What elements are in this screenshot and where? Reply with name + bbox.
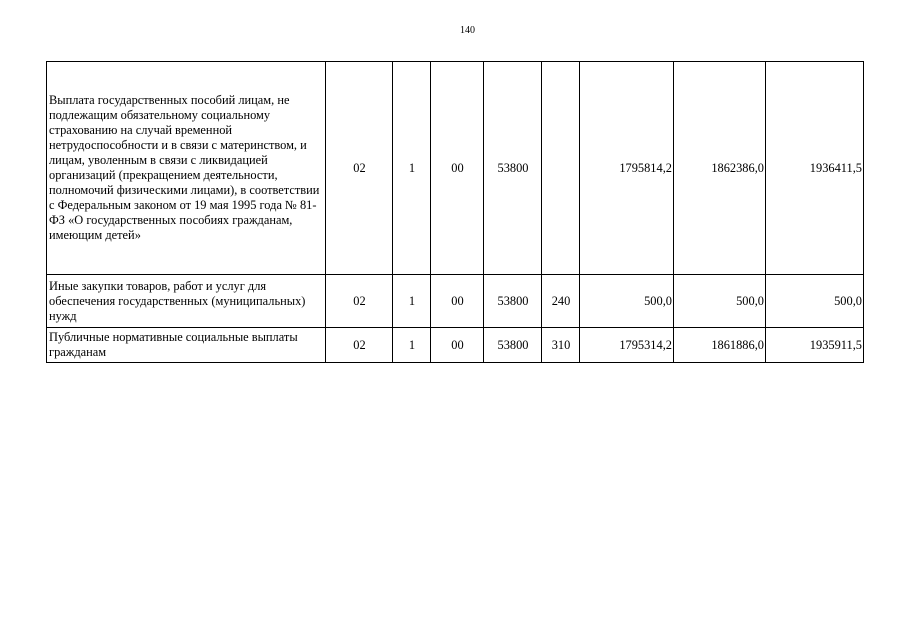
- row-name-cell: Выплата государственных пособий лицам, не подлежащим обязательному социальному страхованию на случай временной нетрудоспособности и в связи с материнством, и лицам, уволенным в связи с ликвидацией организаций (прекращением деятельности, полномочий физическими лицами), в соответствии с Федеральным законом от 19 мая 1995 года № 81-ФЗ «О государственных пособиях гражданам, имеющим детей»: [47, 62, 326, 275]
- amount-year3-cell: 1935911,5: [766, 328, 864, 363]
- subprogram-code-cell: 1: [393, 275, 431, 328]
- event-code-cell: 00: [431, 328, 484, 363]
- direction-code-cell: 53800: [484, 328, 542, 363]
- section-code-cell: 02: [326, 328, 393, 363]
- amount-year2-cell: 1862386,0: [674, 62, 766, 275]
- table-row: [47, 62, 864, 275]
- row-name-cell: Иные закупки товаров, работ и услуг для обеспечения государственных (муниципальных) нужд: [47, 275, 326, 328]
- subprogram-code-cell: 1: [393, 328, 431, 363]
- amount-year2-cell: 500,0: [674, 275, 766, 328]
- amount-year1-cell: 1795314,2: [580, 328, 674, 363]
- budget-table: [46, 61, 864, 363]
- direction-code-cell: 53800: [484, 62, 542, 275]
- table-row: [47, 328, 864, 363]
- section-code-cell: 02: [326, 62, 393, 275]
- row-name-cell: Публичные нормативные социальные выплаты гражданам: [47, 328, 326, 363]
- amount-year1-cell: 1795814,2: [580, 62, 674, 275]
- section-code-cell: 02: [326, 275, 393, 328]
- page-number: 140: [460, 25, 475, 36]
- amount-year3-cell: 1936411,5: [766, 62, 864, 275]
- amount-year2-cell: 1861886,0: [674, 328, 766, 363]
- direction-code-cell: 53800: [484, 275, 542, 328]
- table-row: [47, 275, 864, 328]
- expense-type-cell: 240: [542, 275, 580, 328]
- expense-type-cell: [542, 62, 580, 275]
- event-code-cell: 00: [431, 62, 484, 275]
- amount-year3-cell: 500,0: [766, 275, 864, 328]
- expense-type-cell: 310: [542, 328, 580, 363]
- event-code-cell: 00: [431, 275, 484, 328]
- subprogram-code-cell: 1: [393, 62, 431, 275]
- amount-year1-cell: 500,0: [580, 275, 674, 328]
